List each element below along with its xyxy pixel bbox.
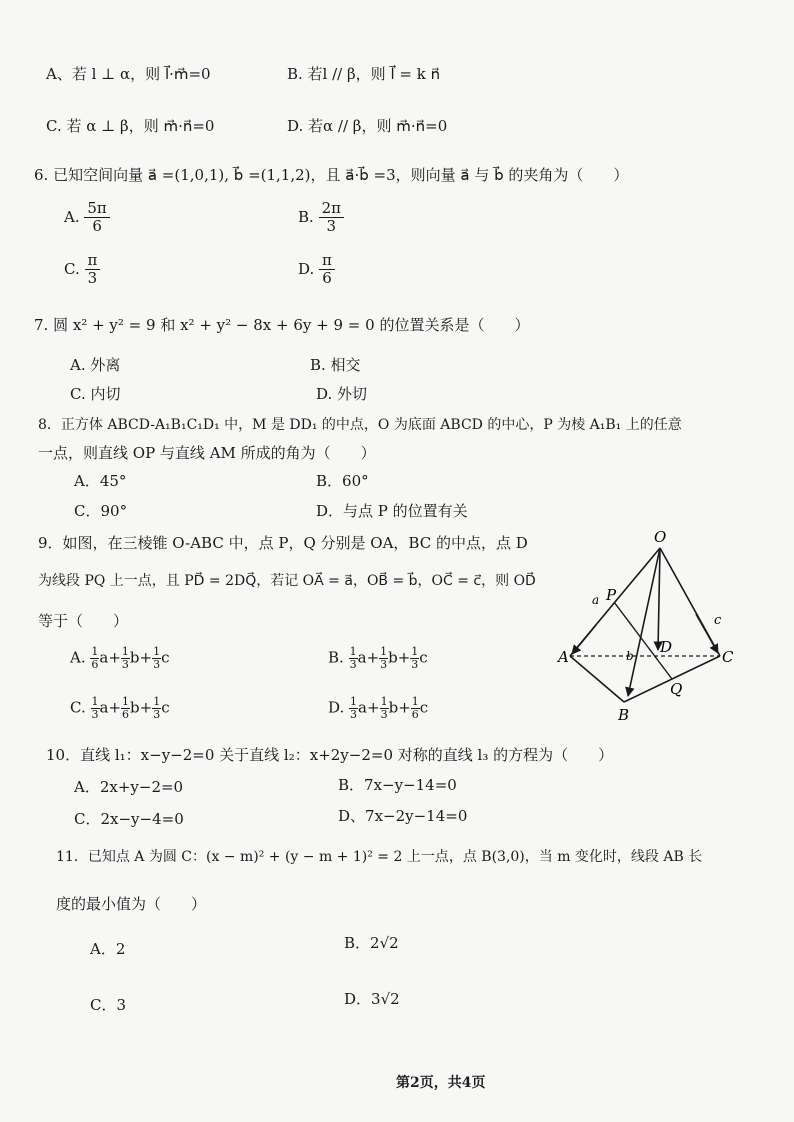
- q6-option-a: [64, 200, 110, 236]
- label-q: Q: [670, 680, 683, 698]
- q6-option-c: [64, 252, 100, 288]
- q10-option-d: D、7x−2y−14=0: [338, 807, 468, 825]
- q6-c-label: C.: [64, 259, 80, 278]
- q11-option-a: A．2: [90, 940, 126, 958]
- edge-ab: [570, 656, 624, 702]
- q9-option-b: B. $\frac{1}{3}$ a+ $\frac{1}{3}$ b+ $\frac{1}{3}$ c: [328, 645, 428, 672]
- q6-b-fraction: $\frac{2\pi}{3}$: [319, 200, 344, 236]
- q6-a-fraction: $\frac{5\pi}{6}$: [84, 200, 109, 236]
- q7-option-a: A. 外离: [70, 356, 121, 374]
- q10-stem: 10．直线 l₁：x−y−2=0 关于直线 l₂：x+2y−2=0 对称的直线 l₃ 的方程为（ ）: [46, 746, 614, 764]
- q6-stem: 6. 已知空间向量 a⃗ =(1,0,1), b⃗ =(1,1,2)，且 a⃗·b⃗ =3，则向量 a⃗ 与 b⃗ 的夹角为（ ）: [34, 166, 629, 184]
- tetrahedron-figure: [556, 528, 746, 728]
- q10-option-a: A．2x+y−2=0: [74, 778, 184, 796]
- q7-option-b: B. 相交: [310, 356, 361, 374]
- q7-option-c: C. 内切: [70, 385, 121, 403]
- q5-option-c: C. 若 α ⊥ β，则 m⃗·n⃗=0: [46, 117, 215, 135]
- label-b: B: [618, 706, 630, 724]
- label-a: A: [558, 648, 569, 666]
- q10-option-b: B．7x−y−14=0: [338, 776, 457, 794]
- q6-d-fraction: $\frac{\pi}{6}$: [319, 252, 335, 288]
- q6-d-label: D.: [298, 259, 315, 278]
- q8-option-c: C．90°: [74, 502, 128, 520]
- q9-option-d: D. $\frac{1}{3}$ a+ $\frac{1}{3}$ b+ $\frac{1}{6}$ c: [328, 695, 429, 722]
- label-b-vec: b: [626, 649, 634, 663]
- q9-stem-line3: 等于（ ）: [38, 612, 129, 630]
- q8-option-a: A．45°: [74, 472, 127, 490]
- q11-stem-line2: 度的最小值为（ ）: [56, 895, 207, 913]
- q6-c-fraction: $\frac{\pi}{3}$: [85, 252, 101, 288]
- q9-stem-line2: 为线段 PQ 上一点，且 PD⃗ = 2DQ⃗，若记 OA⃗ = a⃗，OB⃗ = b⃗，OC⃗ = c⃗，则 OD⃗: [38, 573, 536, 589]
- q6-a-label: A.: [64, 207, 80, 226]
- q11-option-c: C．3: [90, 996, 127, 1014]
- label-a-vec: a: [592, 593, 600, 607]
- q6-b-label: B.: [298, 207, 314, 226]
- vector-ob: [628, 548, 660, 696]
- q7-stem: 7. 圆 x² + y² = 9 和 x² + y² − 8x + 6y + 9 = 0 的位置关系是（ ）: [34, 316, 530, 334]
- q6-option-b: [298, 200, 344, 236]
- q5-option-a: A、若 l ⊥ α，则 l⃗·m⃗=0: [46, 65, 211, 83]
- q8-stem-line1: 8．正方体 ABCD-A₁B₁C₁D₁ 中，M 是 DD₁ 的中点，O 为底面 ABCD 的中心，P 为棱 A₁B₁ 上的任意: [38, 417, 682, 433]
- q11-option-b: B．2√2: [344, 934, 399, 952]
- vector-od: [658, 548, 660, 650]
- label-p: P: [606, 586, 617, 604]
- q11-option-d: D．3√2: [344, 990, 400, 1008]
- vector-oa-tip: [572, 625, 596, 654]
- q8-stem-line2: 一点，则直线 OP 与直线 AM 所成的角为（ ）: [38, 444, 376, 462]
- q8-option-b: B．60°: [316, 472, 369, 490]
- q7-option-d: D. 外切: [316, 385, 368, 403]
- q11-stem-line1: 11．已知点 A 为圆 C：(x − m)² + (y − m + 1)² = 2 上一点，点 B(3,0)，当 m 变化时，线段 AB 长: [56, 849, 703, 865]
- q5-option-d: D. 若α // β，则 m⃗·n⃗=0: [287, 117, 448, 135]
- page-footer: 第2页，共4页: [396, 1075, 486, 1091]
- label-o: O: [654, 528, 667, 546]
- q10-option-c: C．2x−y−4=0: [74, 810, 184, 828]
- q6-option-d: [298, 252, 335, 288]
- q9-stem-line1: 9．如图，在三棱锥 O-ABC 中，点 P，Q 分别是 OA，BC 的中点，点 D: [38, 534, 528, 552]
- label-d: D: [660, 638, 673, 656]
- q5-option-b: B. 若l // β，则 l⃗ = k n⃗: [287, 65, 441, 83]
- q8-option-d: D．与点 P 的位置有关: [316, 502, 468, 520]
- q9-option-a: A. $\frac{1}{6}$ a+ $\frac{1}{3}$ b+ $\frac{1}{3}$ c: [70, 645, 170, 672]
- label-c: C: [722, 648, 734, 666]
- label-c-vec: c: [714, 613, 722, 628]
- q9-option-c: C. $\frac{1}{3}$ a+ $\frac{1}{6}$ b+ $\frac{1}{3}$ c: [70, 695, 170, 722]
